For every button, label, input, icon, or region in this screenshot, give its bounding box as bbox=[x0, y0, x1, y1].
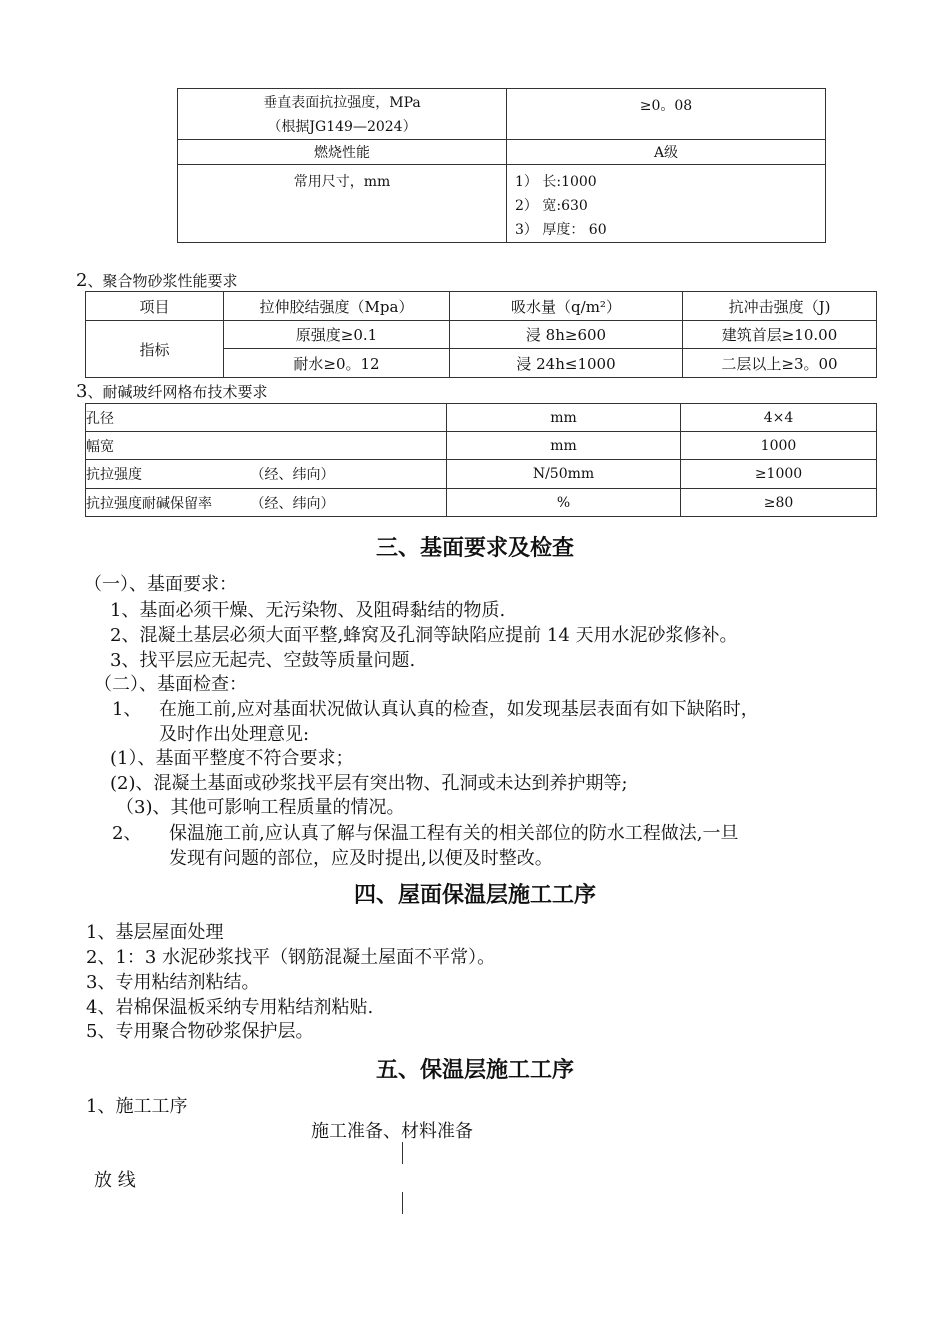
table-cell bbox=[86, 460, 447, 489]
flow-connector bbox=[402, 1142, 403, 1164]
section-caption bbox=[76, 270, 237, 291]
table1-label: 垂直表面抗拉强度，MPa bbox=[263, 95, 421, 111]
list-item-number: 1、 bbox=[112, 699, 142, 720]
list-item: （3)、其他可影响工程质量的情况。 bbox=[116, 797, 405, 818]
mesh-requirements-table bbox=[85, 403, 877, 517]
table-cell bbox=[86, 432, 447, 460]
caption-number: 2 bbox=[76, 270, 88, 291]
table-cell: 浸 8h≥600 bbox=[450, 321, 683, 349]
table-cell: 1000 bbox=[681, 432, 877, 460]
table1-value-cell bbox=[507, 165, 826, 243]
table-cell: ≥80 bbox=[681, 489, 877, 517]
list-item: 3、专用粘结剂粘结。 bbox=[86, 972, 260, 993]
table-cell: 浸 24h≤1000 bbox=[450, 349, 683, 378]
table-cell: 原强度≥0.1 bbox=[224, 321, 450, 349]
panel-properties-table bbox=[177, 88, 826, 243]
section-caption bbox=[76, 381, 267, 402]
list-item: 1、施工工序 bbox=[86, 1096, 188, 1117]
table-cell: N/50mm bbox=[447, 460, 681, 489]
subsection-title: （一）、基面要求： bbox=[84, 574, 237, 595]
list-item: (1）、基面平整度不符合要求； bbox=[110, 748, 354, 769]
table-header: 拉伸胶结强度（Mpa） bbox=[224, 292, 450, 321]
section-heading: 五、保温层施工工序 bbox=[375, 1057, 574, 1083]
flow-step: 施工准备、材料准备 bbox=[311, 1121, 473, 1142]
table1-value: ≥0。08 bbox=[639, 98, 693, 114]
flow-connector bbox=[402, 1192, 403, 1214]
list-item: 1、基面必须干燥、无污染物、及阻碍黏结的物质. bbox=[110, 600, 506, 621]
list-item: 4、岩棉保温板采纳专用粘结剂粘贴. bbox=[86, 997, 374, 1018]
table-row-label: 指标 bbox=[86, 321, 224, 378]
list-item: 2、混凝土基层必须大面平整,蜂窝及孔洞等缺陷应提前 14 天用水泥砂浆修补。 bbox=[110, 625, 738, 646]
table-header: 抗冲击强度（J) bbox=[683, 292, 877, 321]
mesh-item-name: 抗拉强度 bbox=[86, 467, 142, 483]
table-header: 项目 bbox=[86, 292, 224, 321]
table1-label: 燃烧性能 bbox=[178, 140, 507, 165]
table-cell bbox=[86, 404, 447, 432]
table1-value-cell bbox=[507, 89, 826, 140]
list-item: 2、1：3 水泥砂浆找平（钢筋混凝土屋面不平常）。 bbox=[86, 947, 496, 968]
list-item: 5、专用聚合物砂浆保护层。 bbox=[86, 1021, 314, 1042]
list-item-number: 2、 bbox=[112, 823, 142, 844]
table-cell bbox=[86, 489, 447, 517]
table1-label: 常用尺寸，mm bbox=[293, 174, 391, 190]
section-heading: 三、基面要求及检查 bbox=[375, 535, 574, 561]
section-heading: 四、屋面保温层施工工序 bbox=[353, 882, 596, 908]
list-item: (2)、混凝土基面或砂浆找平层有突出物、孔洞或未达到养护期等; bbox=[110, 773, 628, 794]
mesh-item-name: 孔径 bbox=[86, 410, 114, 427]
mesh-item-direction: （经、纬向） bbox=[250, 467, 335, 483]
mesh-item-name: 幅宽 bbox=[86, 438, 114, 455]
list-item: 3、找平层应无起壳、空鼓等质量问题. bbox=[110, 650, 416, 671]
flow-step: 放 线 bbox=[94, 1170, 136, 1191]
table1-value: 2） 宽:630 bbox=[515, 198, 588, 214]
list-item: 1、基层屋面处理 bbox=[86, 922, 224, 943]
mesh-item-direction: （经、纬向） bbox=[250, 495, 335, 512]
caption-text: 、聚合物砂浆性能要求 bbox=[87, 272, 238, 290]
table-header: 吸水量（q/m²） bbox=[450, 292, 683, 321]
list-item: 及时作出处理意见: bbox=[159, 724, 310, 745]
table-cell: 建筑首层≥10.00 bbox=[683, 321, 877, 349]
list-item: 保温施工前,应认真了解与保温工程有关的相关部位的防水工程做法,一旦 bbox=[169, 823, 739, 844]
subsection-title: （二）、基面检查： bbox=[94, 674, 247, 695]
table1-label: （根据JG149—2024） bbox=[267, 119, 417, 135]
table-cell: ≥1000 bbox=[681, 460, 877, 489]
table1-value: 1） 长:1000 bbox=[515, 174, 597, 190]
list-item: 在施工前,应对基面状况做认真认真的检查，如发现基层表面有如下缺陷时， bbox=[159, 699, 759, 720]
table1-value: 3） 厚度： 60 bbox=[515, 222, 607, 238]
list-item: 发现有问题的部位，应及时提出,以便及时整改。 bbox=[169, 848, 553, 869]
table-cell: 耐水≥0。12 bbox=[224, 349, 450, 378]
caption-number: 3 bbox=[76, 381, 88, 402]
table1-value: A级 bbox=[507, 140, 826, 165]
table-cell: 4×4 bbox=[681, 404, 877, 432]
caption-text: 、耐碱玻纤网格布技术要求 bbox=[87, 383, 268, 401]
table1-label-cell bbox=[178, 165, 507, 243]
mesh-item-name: 抗拉强度耐碱保留率 bbox=[86, 495, 212, 512]
table-cell: mm bbox=[447, 404, 681, 432]
table-cell: % bbox=[447, 489, 681, 517]
mortar-requirements-table bbox=[85, 291, 877, 378]
table-cell: 二层以上≥3。00 bbox=[683, 349, 877, 378]
table-cell: mm bbox=[447, 432, 681, 460]
table1-label-cell bbox=[178, 89, 507, 140]
